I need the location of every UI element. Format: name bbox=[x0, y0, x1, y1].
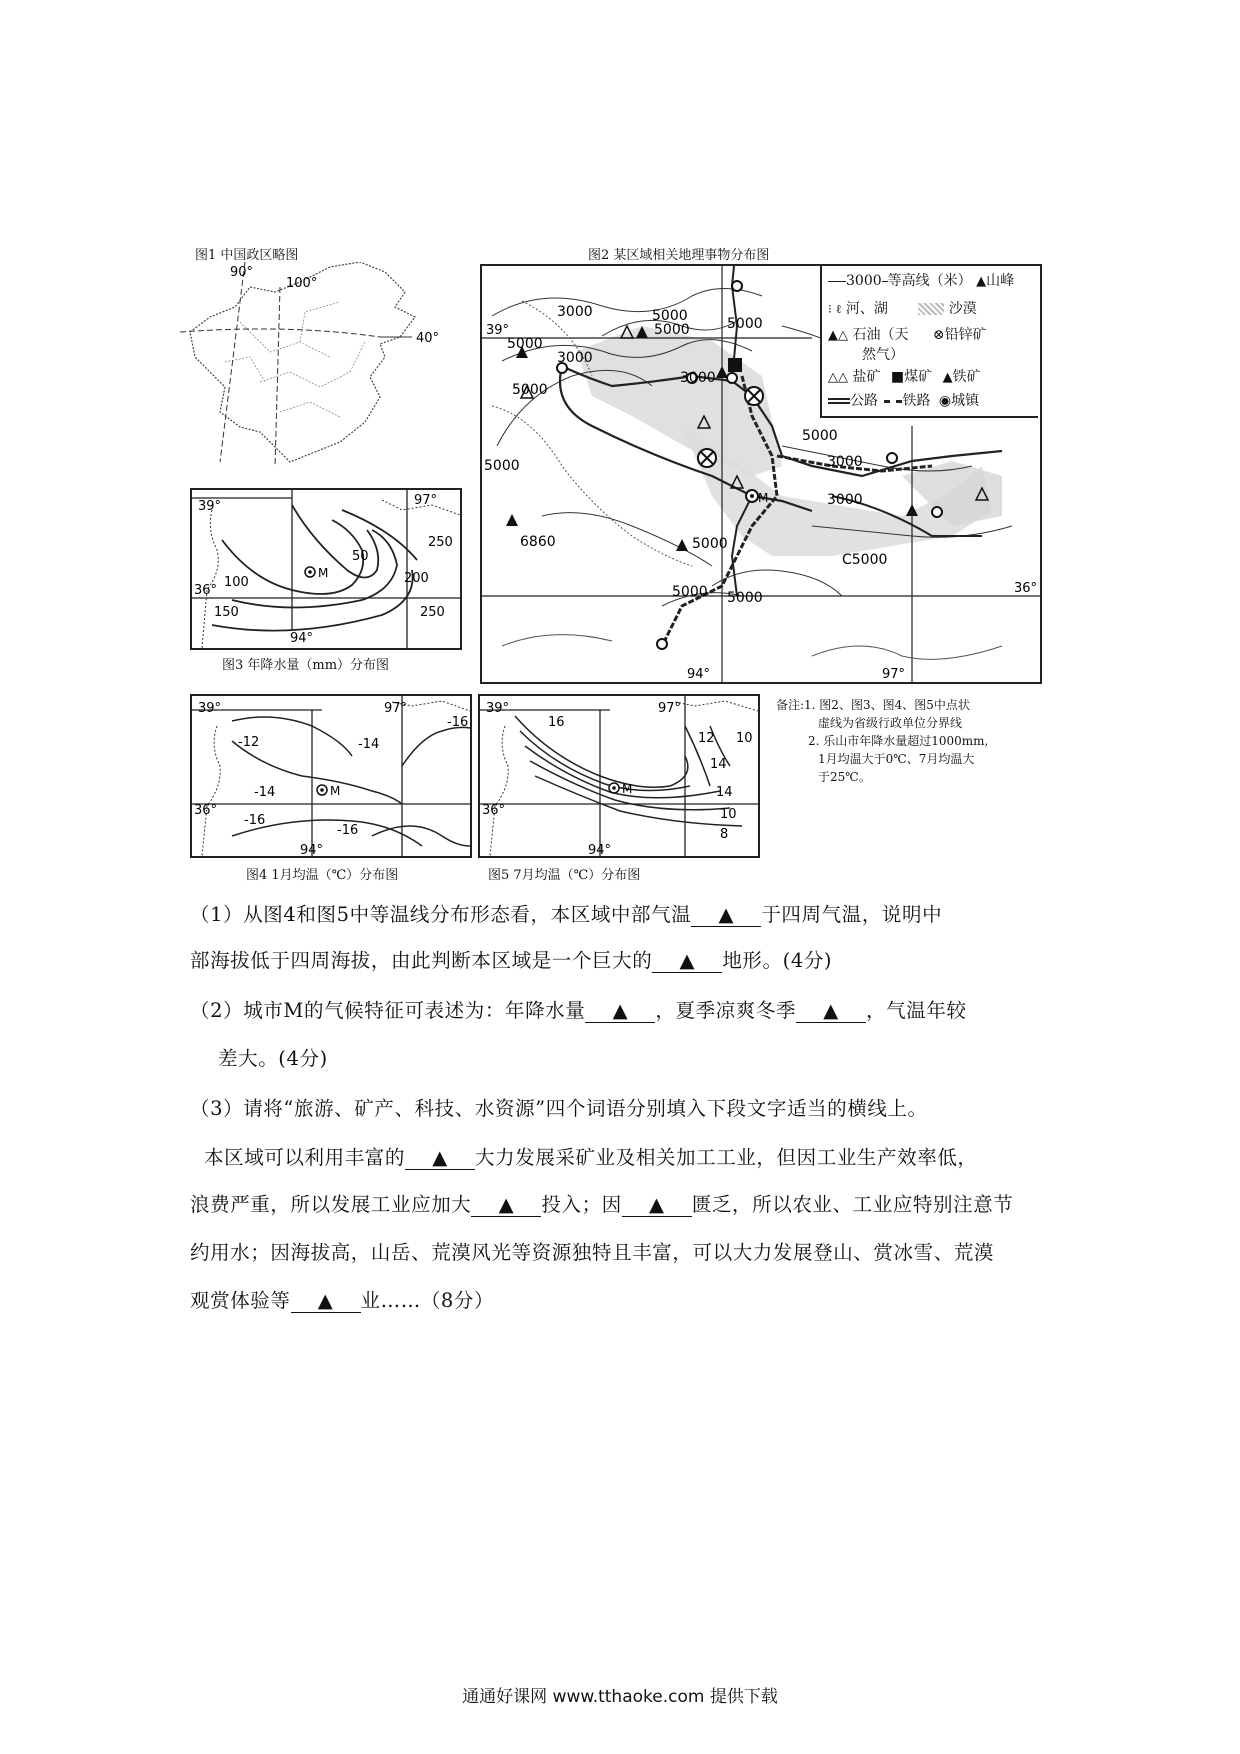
fig2-c2: 5000 bbox=[652, 308, 688, 324]
paragraph-line2: 浪费严重，所以发展工业应加大 ▲ 投入；因 ▲ 匮乏，所以农业、工业应特别注意节 bbox=[190, 1193, 1014, 1216]
question-2-line1: （2）城市M的气候特征可表述为：年降水量 ▲ ，夏季凉爽冬季 ▲ ，气温年较 bbox=[190, 999, 967, 1022]
fig5-c: 10 bbox=[736, 731, 753, 746]
fig5-f: 10 bbox=[720, 807, 737, 822]
paragraph-line1: 本区域可以利用丰富的 ▲ 大力发展采矿业及相关加工工业，但因工业生产效率低， bbox=[204, 1146, 978, 1169]
answer-blank[interactable]: ▲ bbox=[691, 904, 761, 927]
fig4-lat39: 39° bbox=[198, 701, 222, 716]
fig3-v200: 200 bbox=[404, 571, 429, 586]
fig5-lon94: 94° bbox=[588, 843, 612, 856]
note-line1: 备注:1. 图2、图3、图4、图5中点状 bbox=[776, 698, 970, 712]
note-line2: 虚线为省级行政单位分界线 bbox=[818, 716, 963, 730]
fig1-china-map bbox=[180, 262, 450, 472]
legend-rail: 铁路 bbox=[902, 393, 931, 409]
iron-icon: ▲ bbox=[942, 370, 953, 385]
fig4-a: -12 bbox=[238, 735, 260, 750]
fig2-c7: 5000 bbox=[727, 316, 763, 332]
question-2-line2: 差大。(4分) bbox=[218, 1047, 328, 1070]
fig1-lat40: 40° bbox=[416, 331, 440, 346]
fig5-d: 14 bbox=[710, 757, 727, 772]
fig4-m: M bbox=[330, 784, 341, 798]
fig5-lon97: 97° bbox=[658, 701, 682, 716]
fig2-peak: 6860 bbox=[520, 534, 556, 550]
legend-peak-icon: ▲ bbox=[976, 274, 987, 289]
fig2-c14: C5000 bbox=[842, 552, 888, 568]
legend-salt: 盐矿 bbox=[852, 369, 881, 385]
fig5-map bbox=[478, 694, 760, 858]
legend-peak: 山峰 bbox=[986, 273, 1015, 289]
fig4-lon94: 94° bbox=[300, 843, 324, 856]
fig3-v250b: 250 bbox=[420, 605, 445, 620]
legend-leadzinc: 铅锌矿 bbox=[944, 327, 987, 343]
fig4-f: -16 bbox=[337, 823, 359, 838]
question-3-line: （3）请将“旅游、矿产、科技、水资源”四个词语分别填入下段文字适当的横线上。 bbox=[190, 1097, 928, 1120]
fig2-lon97: 97° bbox=[882, 667, 906, 682]
answer-blank[interactable]: ▲ bbox=[405, 1147, 475, 1170]
fig4-map bbox=[190, 694, 472, 858]
figure-note bbox=[776, 696, 988, 786]
fig4-lon97: 97° bbox=[384, 701, 408, 716]
fig2-legend bbox=[820, 266, 1038, 418]
fig5-a: 16 bbox=[548, 715, 565, 730]
fig2-c13: 5000 bbox=[692, 536, 728, 552]
answer-blank[interactable]: ▲ bbox=[585, 1000, 655, 1023]
salt-icon: △△ bbox=[828, 370, 848, 385]
fig2-lat36: 36° bbox=[1014, 581, 1038, 596]
fig3-v250a: 250 bbox=[428, 535, 453, 550]
fig4-title: 图4 1月均温（℃）分布图 bbox=[246, 868, 399, 883]
fig1-title: 图1 中国政区略图 bbox=[195, 248, 299, 263]
fig2-c16: 5000 bbox=[727, 590, 763, 606]
legend-iron: 铁矿 bbox=[952, 369, 981, 385]
fig2-city-m: M bbox=[758, 491, 769, 505]
fig2-c12: 3000 bbox=[827, 492, 863, 508]
fig4-e: -16 bbox=[244, 813, 266, 828]
rail-icon bbox=[884, 400, 902, 403]
fig2-c5: 5000 bbox=[507, 336, 543, 352]
answer-blank[interactable]: ▲ bbox=[471, 1194, 541, 1217]
legend-contour-label: 等高线（米） bbox=[887, 273, 972, 289]
oil-icon: ▲△ bbox=[828, 328, 848, 343]
note-line5: 于25℃。 bbox=[818, 770, 871, 784]
fig3-v150: 150 bbox=[214, 605, 239, 620]
legend-oil-b: 然气） bbox=[862, 347, 904, 363]
answer-blank[interactable]: ▲ bbox=[652, 950, 722, 973]
paragraph-line3: 约用水；因海拔高，山岳、荒漠风光等资源独特且丰富，可以大力发展登山、赏冰雪、荒漠 bbox=[190, 1241, 995, 1264]
fig4-lat36: 36° bbox=[194, 803, 218, 818]
fig3-lon94: 94° bbox=[290, 631, 314, 646]
fig5-e: 14 bbox=[716, 785, 733, 800]
paragraph-line4: 观赏体验等 ▲ 业……（8分） bbox=[190, 1289, 495, 1312]
fig2-c3: 5000 bbox=[654, 322, 690, 338]
fig2-lon94: 94° bbox=[687, 667, 711, 682]
fig4-b: -14 bbox=[358, 737, 380, 752]
note-line3: 2. 乐山市年降水量超过1000mm, bbox=[808, 734, 989, 748]
legend-contour: 3000 bbox=[846, 273, 882, 289]
fig2-c6: 3000 bbox=[680, 370, 716, 386]
fig3-v50: 50 bbox=[352, 549, 369, 564]
fig2-c1: 3000 bbox=[557, 304, 593, 320]
fig1-lon90: 90° bbox=[230, 265, 254, 280]
road-icon bbox=[828, 398, 850, 404]
leadzinc-icon: ⊗ bbox=[932, 327, 945, 343]
fig2-c8: 5000 bbox=[512, 382, 548, 398]
fig3-map bbox=[190, 488, 462, 650]
fig2-title: 图2 某区域相关地理事物分布图 bbox=[588, 248, 770, 263]
fig2-lat39: 39° bbox=[486, 323, 510, 338]
fig2-c4: 3000 bbox=[557, 350, 593, 366]
fig3-lon97: 97° bbox=[414, 493, 438, 508]
fig5-m: M bbox=[622, 782, 633, 796]
legend-road: 公路 bbox=[850, 393, 878, 409]
coal-icon: ■ bbox=[890, 369, 905, 385]
town-icon: ◉ bbox=[938, 393, 952, 409]
answer-blank[interactable]: ▲ bbox=[291, 1290, 361, 1313]
fig2-c11: 5000 bbox=[802, 428, 838, 444]
fig4-d: -16 bbox=[447, 715, 469, 730]
fig3-lat36: 36° bbox=[194, 583, 218, 598]
footer-watermark: 通通好课网 www.tthaoke.com 提供下载 bbox=[462, 1687, 778, 1707]
fig3-title: 图3 年降水量（mm）分布图 bbox=[222, 658, 390, 673]
fig2-c15: 5000 bbox=[672, 584, 708, 600]
river-icon: ⁝ ℓ bbox=[828, 302, 842, 316]
legend-desert: 沙漠 bbox=[948, 301, 977, 317]
fig1-lon100: 100° bbox=[286, 276, 318, 291]
fig3-lat39: 39° bbox=[198, 499, 222, 514]
question-1-line1: （1）从图4和图5中等温线分布形态看，本区域中部气温 ▲ 于四周气温，说明中 bbox=[190, 903, 943, 926]
fig2-map bbox=[480, 264, 1042, 684]
answer-blank[interactable]: ▲ bbox=[622, 1194, 692, 1217]
legend-coal: 煤矿 bbox=[904, 369, 933, 385]
fig5-lat39: 39° bbox=[486, 701, 510, 716]
fig2-c9: 5000 bbox=[484, 458, 520, 474]
fig4-c: -14 bbox=[254, 785, 276, 800]
legend-oil-a: 石油（天 bbox=[852, 327, 909, 343]
note-line4: 1月均温大于0℃、7月均温大 bbox=[818, 752, 975, 766]
fig5-b: 12 bbox=[698, 731, 715, 746]
legend-town: 城镇 bbox=[951, 393, 980, 409]
fig5-title: 图5 7月均温（℃）分布图 bbox=[488, 868, 641, 883]
fig3-m: M bbox=[318, 566, 329, 580]
desert-icon bbox=[918, 303, 944, 315]
fig5-g: 8 bbox=[720, 827, 729, 842]
answer-blank[interactable]: ▲ bbox=[796, 1000, 866, 1023]
question-1-line2: 部海拔低于四周海拔，由此判断本区域是一个巨大的 ▲ 地形。(4分) bbox=[190, 949, 833, 972]
fig2-c10: 3000 bbox=[827, 454, 863, 470]
legend-river: 河、湖 bbox=[845, 301, 888, 317]
fig5-lat36: 36° bbox=[482, 803, 506, 818]
fig3-v100: 100 bbox=[224, 575, 249, 590]
